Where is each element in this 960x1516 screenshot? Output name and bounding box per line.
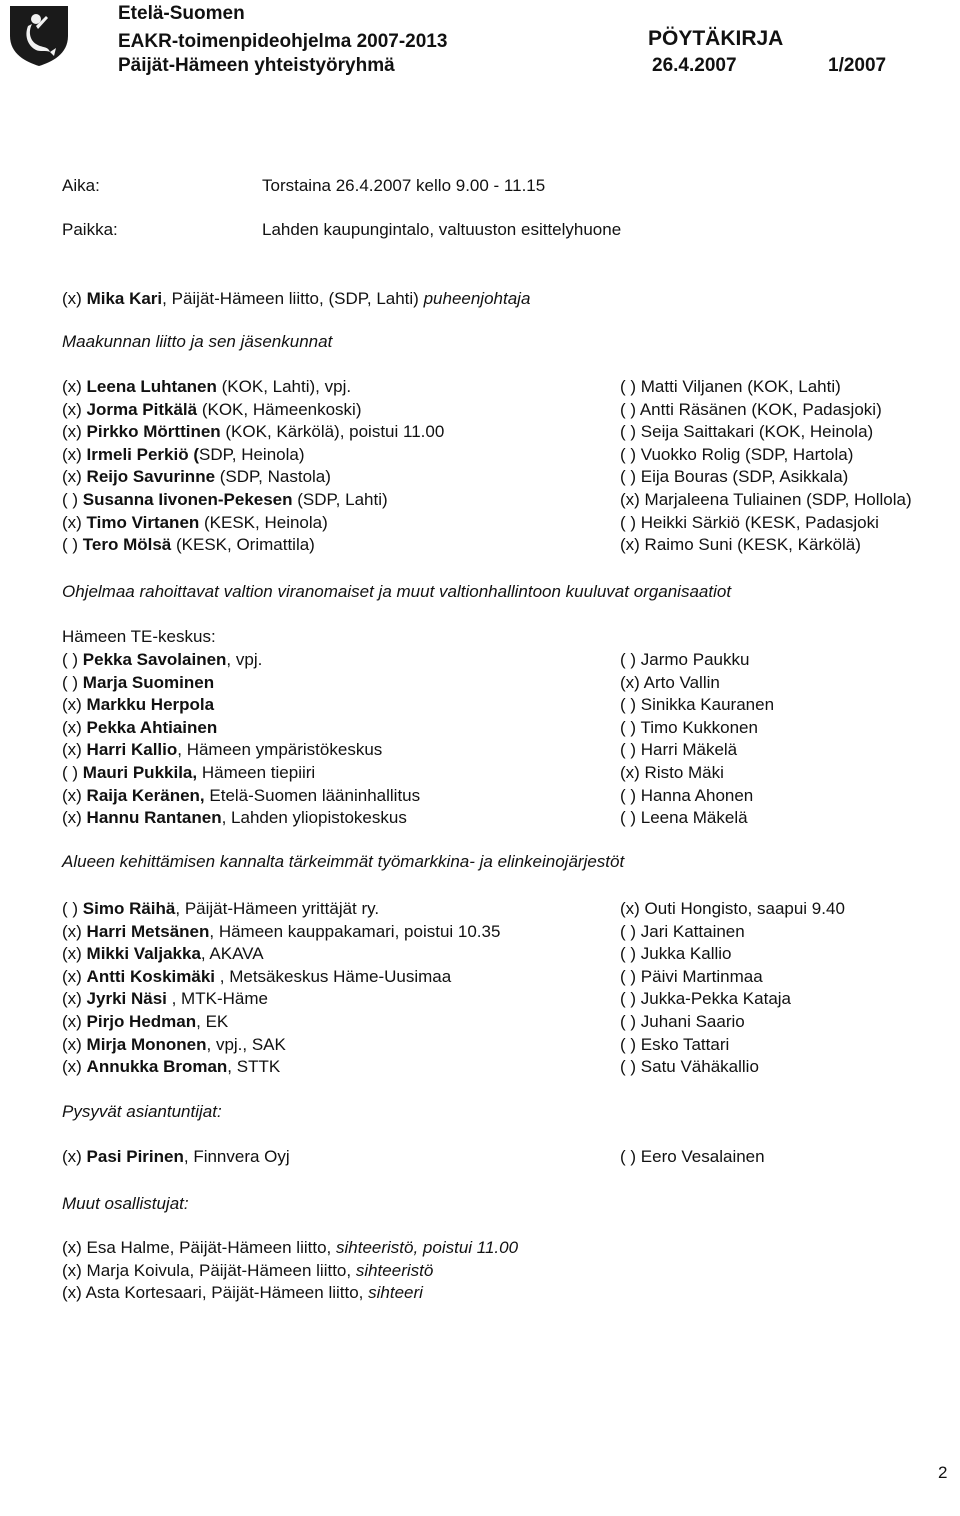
member-detail: Eero Vesalainen	[636, 1147, 765, 1166]
alueen-member-row	[62, 966, 451, 988]
maakunta-member-row	[62, 376, 351, 398]
member-name: Annukka Broman	[86, 1057, 228, 1077]
member-detail: (KESK, Orimattila)	[171, 535, 315, 555]
member-name: Simo Räihä	[82, 899, 176, 918]
member-name: Harri Metsänen	[86, 921, 210, 941]
maakunta-deputy-row	[620, 512, 879, 534]
attendance-mark: (x)	[62, 808, 87, 828]
attendance-mark: ( )	[620, 944, 637, 964]
maakunta-member-row	[62, 489, 388, 511]
attendance-mark: (x)	[62, 422, 87, 442]
attendance-mark: (x)	[62, 444, 87, 464]
member-detail: , Päijät-Hämeen yrittäjät ry.	[175, 899, 380, 918]
member-name: Timo Virtanen	[86, 512, 200, 532]
member-name: Susanna Iivonen-Pekesen	[82, 490, 293, 509]
member-name: Reijo Savurinne	[86, 467, 216, 487]
alueen-deputy-row	[620, 1011, 745, 1033]
member-detail: , AKAVA	[200, 944, 264, 964]
alueen-member-row	[62, 1034, 286, 1056]
member-detail: Jarmo Paukku	[636, 650, 750, 669]
member-detail: Jukka-Pekka Kataja	[636, 989, 792, 1009]
member-name: Mirja Mononen	[86, 1034, 207, 1054]
member-detail: , MTK-Häme	[166, 989, 268, 1009]
doc-number: 1/2007	[828, 55, 887, 76]
member-name: Tero Mölsä	[82, 535, 172, 555]
muut-row	[62, 1237, 518, 1259]
aika-value: Torstaina 26.4.2007 kello 9.00 - 11.15	[262, 176, 546, 195]
maakunta-deputy-row	[620, 399, 882, 421]
member-name: Pirjo Hedman	[86, 1012, 197, 1031]
paikka-value: Lahden kaupungintalo, valtuuston esittelyhuone	[262, 220, 622, 239]
muut-text: (x) Marja Koivula, Päijät-Hämeen liitto,	[62, 1260, 356, 1280]
member-detail: Risto Mäki	[639, 763, 724, 782]
attendance-mark: ( )	[62, 763, 83, 782]
attendance-mark: ( )	[620, 740, 637, 760]
te-member-row	[62, 807, 407, 829]
member-detail: Timo Kukkonen	[636, 717, 758, 737]
attendance-mark: ( )	[620, 1012, 637, 1031]
muut-text: (x) Esa Halme, Päijät-Hämeen liitto,	[62, 1238, 336, 1257]
attendance-mark: ( )	[620, 422, 637, 442]
attendance-mark: ( )	[62, 535, 83, 555]
maakunta-deputy-row	[620, 466, 848, 488]
attendance-mark: ( )	[620, 921, 637, 941]
member-detail: Satu Vähäkallio	[636, 1057, 759, 1077]
te-member-row	[62, 717, 217, 739]
attendance-mark: (x)	[62, 467, 87, 487]
attendance-mark: (x)	[62, 512, 87, 532]
muut-role: sihteeristö, poistui 11.00	[335, 1238, 519, 1257]
org-line-1: Etelä-Suomen	[118, 3, 245, 24]
te-member-row	[62, 672, 214, 694]
member-name: Irmeli Perkiö (	[86, 444, 199, 464]
attendance-mark: (x)	[62, 1147, 87, 1166]
maakunta-member-row	[62, 534, 315, 556]
attendance-mark: (x)	[62, 399, 87, 419]
doc-date: 26.4.2007	[652, 55, 737, 76]
alueen-member-row	[62, 1011, 228, 1033]
te-deputy-row	[620, 694, 774, 716]
attendance-mark: ( )	[620, 1057, 637, 1077]
pysyvat-member-row	[62, 1146, 290, 1168]
te-deputy-row	[620, 785, 753, 807]
section-te-keskus: Hämeen TE-keskus:	[62, 627, 216, 646]
member-name: Leena Luhtanen	[86, 377, 217, 396]
member-detail: Harri Mäkelä	[636, 740, 738, 760]
attendance-mark: (x)	[62, 695, 87, 715]
attendance-mark: ( )	[620, 695, 637, 715]
member-name: Harri Kallio	[86, 740, 178, 760]
muut-row	[62, 1282, 423, 1304]
member-detail: , Finnvera Oyj	[183, 1147, 290, 1166]
attendance-mark: (x)	[62, 1012, 87, 1031]
member-detail: , STTK	[227, 1057, 281, 1077]
member-name: Jorma Pitkälä	[86, 399, 198, 419]
maakunta-deputy-row	[620, 376, 841, 398]
maakunta-deputy-row	[620, 534, 861, 556]
alueen-member-row	[62, 921, 500, 943]
attendance-mark: (x)	[62, 944, 87, 964]
section-muut: Muut osallistujat:	[62, 1194, 189, 1213]
alueen-member-row	[62, 988, 268, 1010]
section-alueen: Alueen kehittämisen kannalta tärkeimmät työmarkkina- ja elinkeinojärjestöt	[62, 852, 625, 871]
page-number: 2	[938, 1463, 948, 1482]
doc-type: PÖYTÄKIRJA	[648, 27, 784, 50]
muut-role: sihteeristö	[355, 1260, 434, 1280]
alueen-deputy-row	[620, 1034, 729, 1056]
member-name: Markku Herpola	[86, 695, 215, 715]
te-deputy-row	[620, 649, 749, 671]
member-detail: Raimo Suni (KESK, Kärkölä)	[639, 535, 861, 555]
muut-text: (x) Asta Kortesaari, Päijät-Hämeen liitto,	[62, 1283, 369, 1303]
section-valtio: Ohjelmaa rahoittavat valtion viranomaiset ja muut valtionhallintoon kuuluvat organisaatiot	[62, 582, 732, 601]
attendance-mark: (x)	[62, 921, 87, 941]
maakunta-member-row	[62, 512, 328, 534]
member-detail: Esko Tattari	[636, 1034, 730, 1054]
org-line-2: EAKR-toimenpideohjelma 2007-2013	[118, 31, 448, 52]
attendance-mark: (x)	[620, 490, 640, 509]
member-detail: (KOK, Kärkölä), poistui 11.00	[220, 422, 445, 442]
pysyvat-deputy-row	[620, 1146, 765, 1168]
attendance-mark: (x)	[62, 785, 87, 805]
te-member-row	[62, 762, 315, 784]
alueen-deputy-row	[620, 921, 745, 943]
member-name: Pekka Ahtiainen	[86, 717, 218, 737]
maakunta-member-row	[62, 421, 444, 443]
te-member-row	[62, 739, 382, 761]
member-name: Pekka Savolainen	[82, 650, 227, 669]
maakunta-member-row	[62, 444, 305, 466]
attendance-mark: ( )	[620, 399, 637, 419]
member-name: Hannu Rantanen	[86, 808, 222, 828]
attendance-mark: ( )	[620, 512, 637, 532]
member-name: Antti Koskimäki	[86, 966, 216, 986]
member-detail: Hämeen tiepiiri	[197, 763, 316, 782]
te-deputy-row	[620, 762, 724, 784]
maakunta-member-row	[62, 399, 362, 421]
attendance-mark: ( )	[620, 377, 637, 396]
attendance-mark: ( )	[620, 1034, 637, 1054]
member-detail: (SDP, Lahti)	[292, 490, 388, 509]
te-deputy-row	[620, 807, 748, 829]
aika-label: Aika:	[62, 176, 100, 195]
alueen-deputy-row	[620, 1056, 759, 1078]
member-detail: Heikki Särkiö (KESK, Padasjoki	[636, 512, 879, 532]
attendance-mark: ( )	[620, 650, 637, 669]
section-pysyvat: Pysyvät asiantuntijat:	[62, 1102, 222, 1121]
member-detail: (SDP, Nastola)	[215, 467, 331, 487]
maakunta-deputy-row	[620, 489, 912, 511]
attendance-mark: (x)	[62, 1034, 87, 1054]
attendance-mark: (x)	[62, 966, 87, 986]
attendance-mark: ( )	[620, 808, 637, 828]
member-detail: (KESK, Heinola)	[199, 512, 328, 532]
member-detail: (KOK, Lahti), vpj.	[216, 377, 352, 396]
member-detail: Antti Räsänen (KOK, Padasjoki)	[636, 399, 882, 419]
alueen-member-row	[62, 943, 264, 965]
member-detail: Leena Mäkelä	[636, 808, 748, 828]
member-detail: (KOK, Hämeenkoski)	[197, 399, 362, 419]
member-name: Pirkko Mörttinen	[86, 422, 221, 442]
section-maakunta: Maakunnan liitto ja sen jäsenkunnat	[62, 332, 333, 351]
maakunta-deputy-row	[620, 421, 873, 443]
attendance-mark: ( )	[620, 785, 637, 805]
alueen-deputy-row	[620, 898, 845, 920]
attendance-mark: ( )	[62, 672, 83, 692]
alueen-deputy-row	[620, 966, 763, 988]
attendance-mark: (x)	[620, 672, 640, 692]
member-detail: , Metsäkeskus Häme-Uusimaa	[215, 966, 452, 986]
member-detail: , EK	[196, 1012, 229, 1031]
alueen-deputy-row	[620, 988, 791, 1010]
member-detail: , Hämeen ympäristökeskus	[177, 740, 383, 760]
attendance-mark: (x)	[620, 899, 640, 918]
attendance-mark: ( )	[620, 717, 637, 737]
org-line-3: Päijät-Hämeen yhteistyöryhmä	[118, 55, 395, 76]
te-member-row	[62, 649, 262, 671]
member-detail: Hanna Ahonen	[636, 785, 754, 805]
member-name: Jyrki Näsi	[86, 989, 167, 1009]
attendance-mark: (x)	[620, 535, 640, 555]
attendance-mark: (x)	[62, 740, 87, 760]
member-name: Marja Suominen	[82, 672, 215, 692]
attendance-mark: ( )	[620, 1147, 637, 1166]
member-detail: Etelä-Suomen lääninhallitus	[204, 785, 421, 805]
attendance-mark: ( )	[62, 650, 83, 669]
attendance-mark: (x)	[62, 1057, 87, 1077]
member-detail: Päivi Martinmaa	[636, 966, 763, 986]
alueen-member-row	[62, 1056, 280, 1078]
muut-row	[62, 1260, 433, 1282]
member-detail: Eija Bouras (SDP, Asikkala)	[636, 467, 849, 487]
te-deputy-row	[620, 717, 758, 739]
te-deputy-row	[620, 739, 737, 761]
te-deputy-row	[620, 672, 720, 694]
alueen-member-row	[62, 898, 379, 920]
member-name: Mauri Pukkila,	[82, 763, 198, 782]
attendance-mark: (x)	[62, 989, 87, 1009]
member-detail: Marjaleena Tuliainen (SDP, Hollola)	[639, 490, 912, 509]
attendance-mark: ( )	[62, 899, 83, 918]
alueen-deputy-row	[620, 943, 731, 965]
attendance-mark: ( )	[620, 444, 637, 464]
member-detail: Arto Vallin	[639, 672, 720, 692]
member-detail: Jari Kattainen	[636, 921, 745, 941]
member-detail: Vuokko Rolig (SDP, Hartola)	[636, 444, 854, 464]
member-name: Raija Keränen,	[86, 785, 205, 805]
member-detail: Jukka Kallio	[636, 944, 732, 964]
attendance-mark: ( )	[62, 490, 83, 509]
member-detail: , vpj., SAK	[206, 1034, 286, 1054]
attendance-mark: ( )	[620, 989, 637, 1009]
paikka-label: Paikka:	[62, 220, 118, 239]
member-name: Pasi Pirinen	[86, 1147, 184, 1166]
attendance-mark: (x)	[62, 717, 87, 737]
attendance-mark: ( )	[620, 966, 637, 986]
maakunta-member-row	[62, 466, 331, 488]
member-detail: , Lahden yliopistokeskus	[221, 808, 407, 828]
muut-role: sihteeri	[368, 1283, 423, 1303]
member-detail: Seija Saittakari (KOK, Heinola)	[636, 422, 874, 442]
te-member-row	[62, 785, 420, 807]
attendance-mark: ( )	[620, 467, 637, 487]
member-detail: Juhani Saario	[636, 1012, 745, 1031]
mermaid-crest-icon	[6, 2, 72, 68]
maakunta-deputy-row	[620, 444, 853, 466]
attendance-mark: (x)	[620, 763, 640, 782]
chair-line: (x) Mika Kari, Päijät-Hämeen liitto, (SDP, Lahti) puheenjohtaja	[62, 289, 531, 308]
te-member-row	[62, 694, 214, 716]
member-detail: Sinikka Kauranen	[636, 695, 775, 715]
member-detail: Outi Hongisto, saapui 9.40	[639, 899, 845, 918]
member-detail: SDP, Heinola)	[198, 444, 305, 464]
member-name: Mikki Valjakka	[86, 944, 201, 964]
member-detail: , Hämeen kauppakamari, poistui 10.35	[209, 921, 501, 941]
attendance-mark: (x)	[62, 377, 87, 396]
member-detail: Matti Viljanen (KOK, Lahti)	[636, 377, 841, 396]
member-detail: , vpj.	[226, 650, 263, 669]
